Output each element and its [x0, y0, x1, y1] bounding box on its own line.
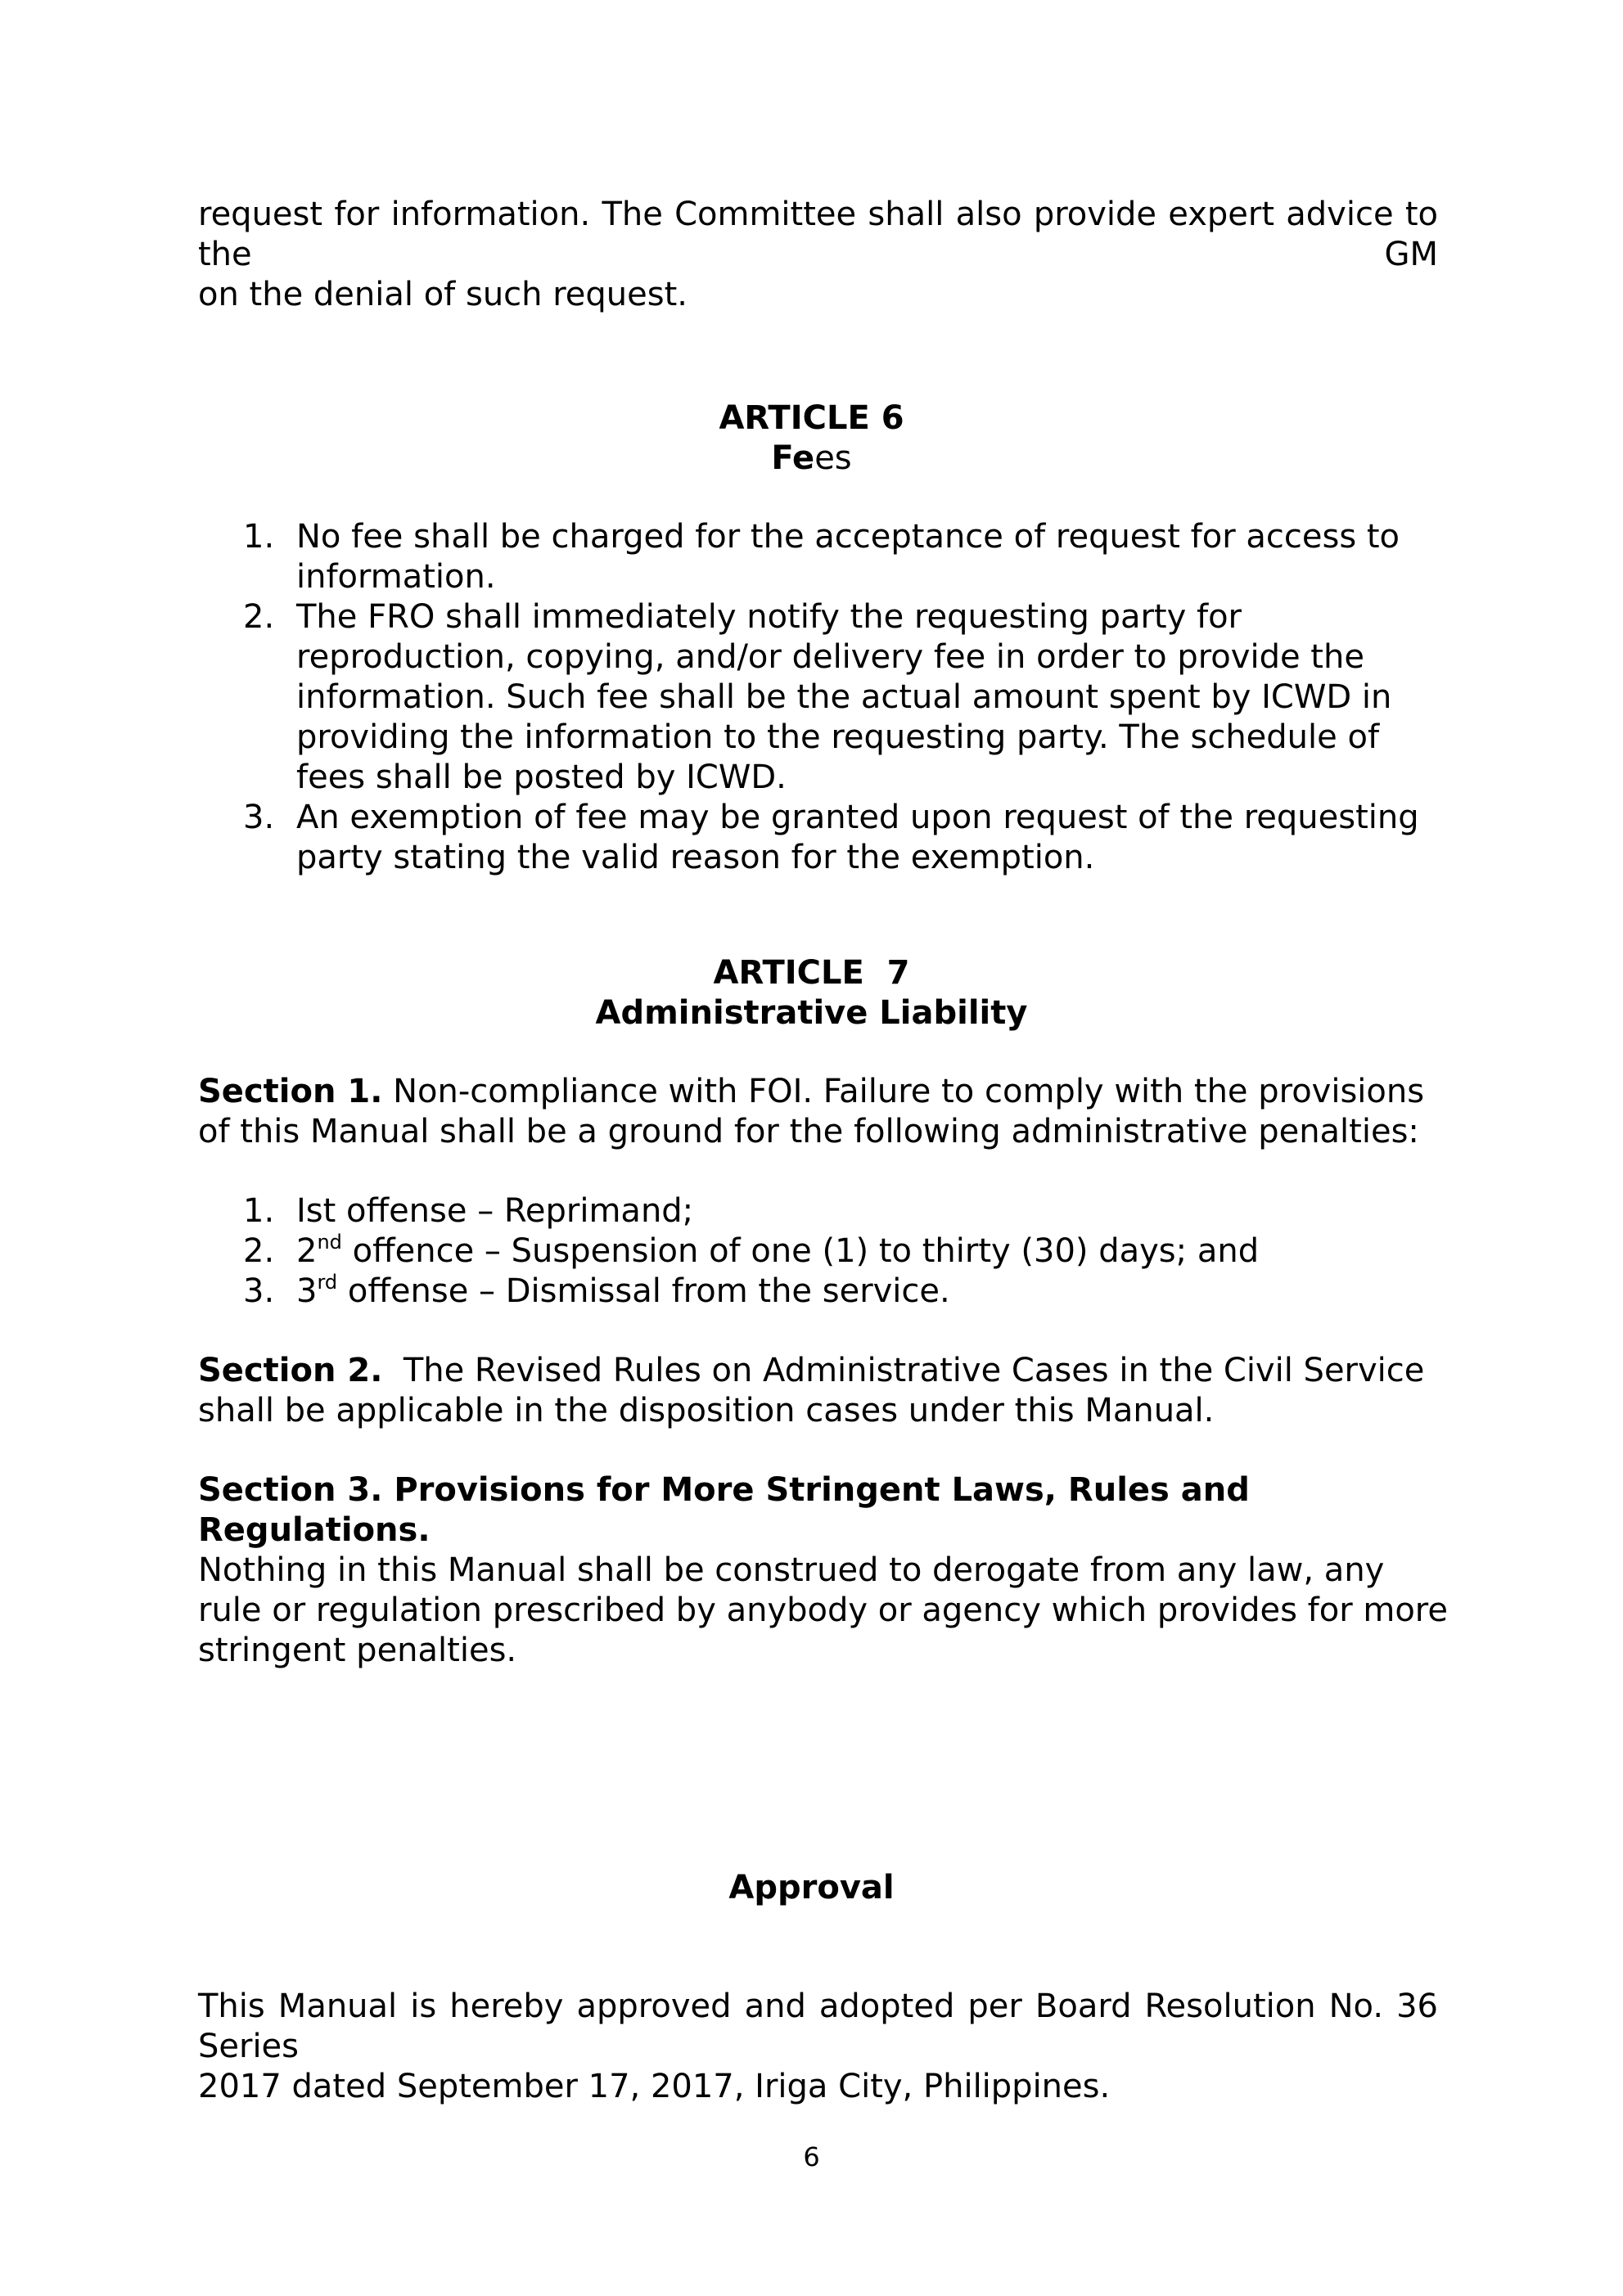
article-7-title: ARTICLE 7	[713, 954, 910, 992]
list-item-text: The FRO shall immediately notify the requesting party for reproduction, copying, and/or delivery fee in order to provide the information. Such fee shall be the actual amount spent by ICWD in providing the information to the requesting party. The schedule of fees shall be posted by ICWD.	[296, 598, 1392, 796]
page-number: 6	[803, 2141, 820, 2172]
list-item	[198, 597, 1454, 798]
article-6-subtitle-rest: es	[814, 439, 852, 477]
approval-paragraph	[198, 1987, 1438, 2107]
list-item-number: 1.	[243, 1192, 275, 1230]
list-item-number: 2.	[243, 1232, 275, 1270]
list-item-text: No fee shall be charged for the acceptance of request for access to information.	[296, 518, 1400, 596]
intro-paragraph	[198, 195, 1438, 315]
list-item-number: 1.	[243, 518, 275, 556]
list-item-text: An exemption of fee may be granted upon request of the requesting party stating the valid reason for the exemption.	[296, 799, 1419, 876]
section-1-paragraph	[198, 1072, 1454, 1152]
list-item-text-rest: offence – Suspension of one (1) to thirty (30) days; and	[341, 1232, 1260, 1270]
list-item-text: Ist offense – Reprimand;	[296, 1192, 694, 1230]
list-item-number: 3.	[243, 1272, 275, 1310]
list-item-text-rest: offense – Dismissal from the service.	[337, 1272, 950, 1310]
article-6-subtitle-bold: Fe	[771, 439, 815, 477]
list-item-number: 2.	[243, 598, 275, 636]
list-item-number: 3.	[243, 799, 275, 836]
penalties-list	[198, 1191, 1438, 1312]
intro-line-2: on the denial of such request.	[198, 276, 688, 313]
ordinal-suffix: rd	[317, 1271, 338, 1294]
section-2-paragraph	[198, 1351, 1454, 1431]
section-2-text: The Revised Rules on Administrative Cases in the Civil Service shall be applicable in the disposition cases under this Manual.	[198, 1352, 1436, 1429]
article-7-subtitle: Administrative Liability	[595, 994, 1028, 1032]
article-6-subtitle	[0, 439, 1623, 479]
ordinal-suffix: nd	[317, 1231, 342, 1254]
list-item	[198, 517, 1454, 597]
section-1-label: Section 1.	[198, 1073, 383, 1110]
intro-line-1: request for information. The Committee shall also provide expert advice to the GM	[198, 196, 1438, 273]
list-item	[198, 1231, 1438, 1272]
list-item-text-start: 3	[296, 1272, 318, 1310]
list-item	[198, 1191, 1438, 1231]
section-2-label: Section 2.	[198, 1352, 383, 1389]
approval-line-2: 2017 dated September 17, 2017, Iriga City, Philippines.	[198, 2068, 1111, 2105]
section-3-paragraph	[198, 1470, 1454, 1671]
fees-list	[198, 517, 1454, 878]
section-3-text: Nothing in this Manual shall be construed to derogate from any law, any rule or regulation prescribed by anybody or agency which provides for more stringent penalties.	[198, 1551, 1448, 1669]
list-item-text-start: 2	[296, 1232, 318, 1270]
list-item	[198, 798, 1454, 878]
approval-title: Approval	[728, 1869, 895, 1907]
list-item	[198, 1272, 1438, 1312]
section-1-text: Non-compliance with FOI. Failure to comply with the provisions of this Manual shall be a ground for the following administrative penalties:	[198, 1073, 1435, 1150]
section-3-heading: Section 3. Provisions for More Stringent Laws, Rules and Regulations.	[198, 1471, 1250, 1549]
approval-line-1: This Manual is hereby approved and adopted per Board Resolution No. 36 Series	[198, 1988, 1438, 2065]
article-6-title: ARTICLE 6	[719, 399, 904, 437]
